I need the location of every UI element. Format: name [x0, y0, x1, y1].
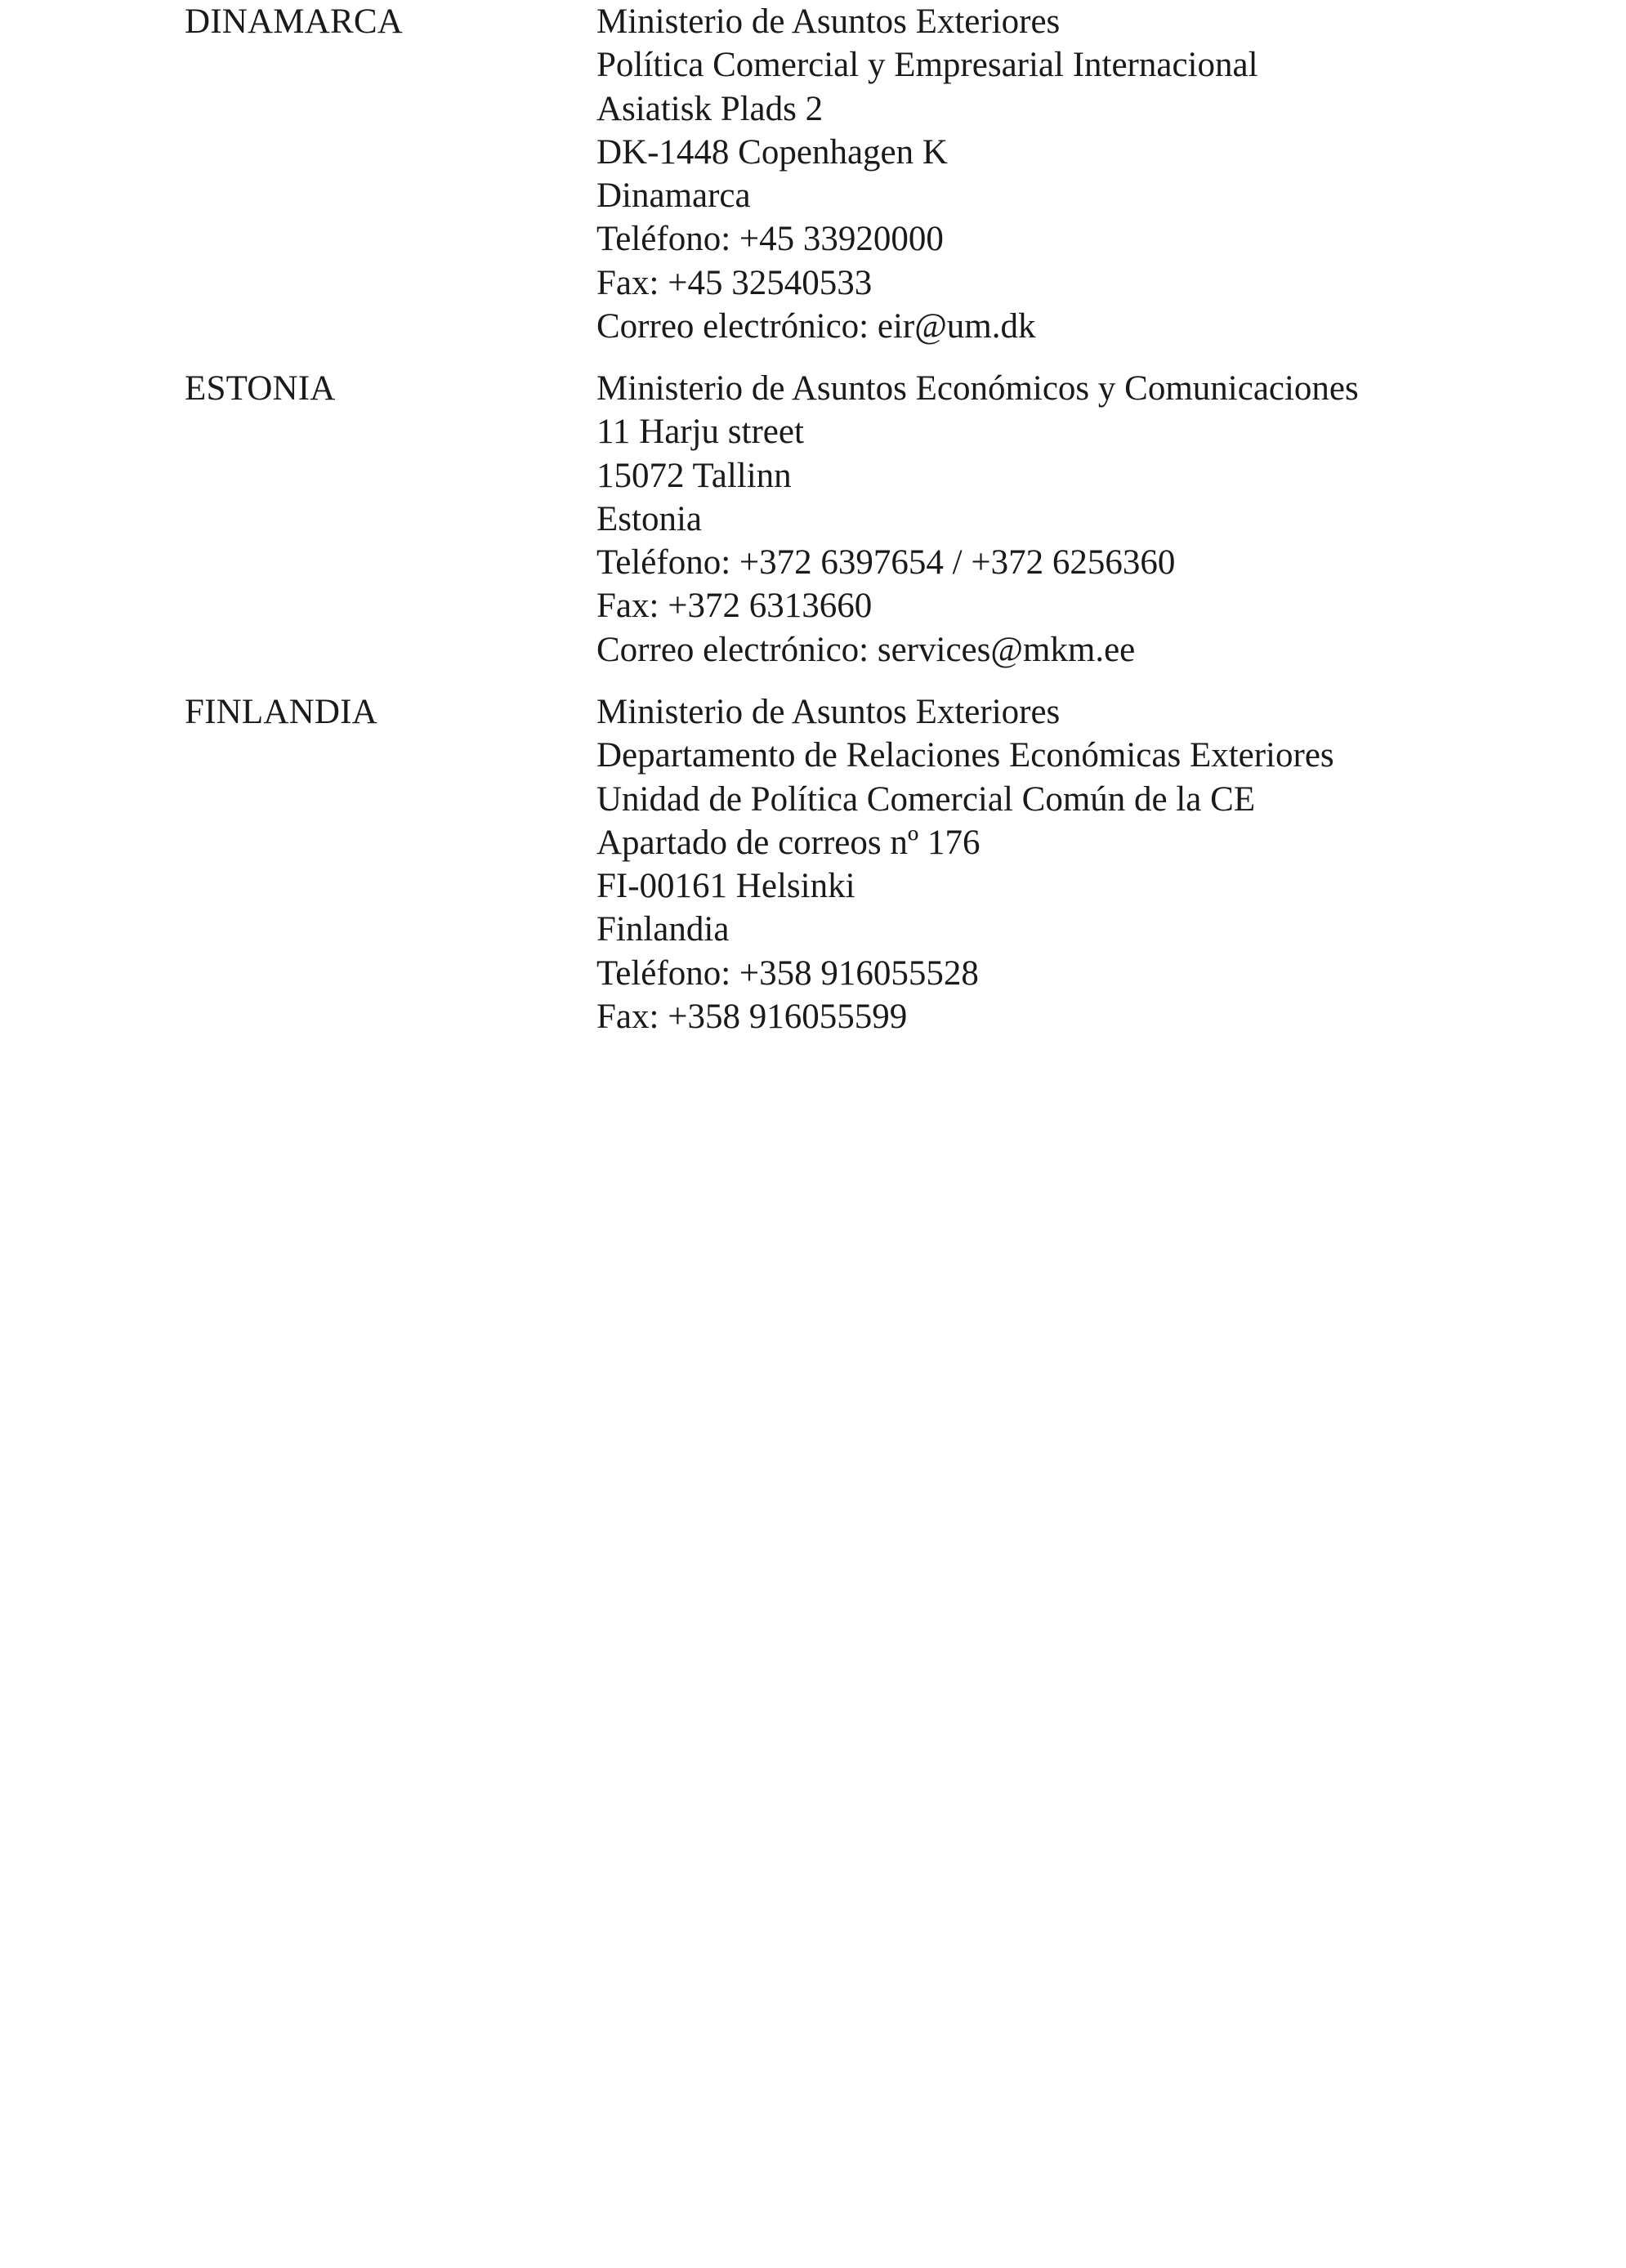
- address-block: [596, 690, 1334, 1038]
- phone-line: Teléfono: +358 916055528: [596, 953, 979, 993]
- address-block: [596, 367, 1359, 672]
- address-line: 11 Harju street: [596, 413, 804, 452]
- address-line: Apartado de correos nº 176: [596, 823, 981, 862]
- address-line: Finlandia: [596, 910, 730, 949]
- address-line: 15072 Tallinn: [596, 456, 792, 495]
- address-line: Unidad de Política Comercial Común de la CE: [596, 779, 1256, 819]
- country-name: FINLANDIA: [185, 693, 377, 731]
- email-line: Correo electrónico: eir@um.dk: [596, 307, 1036, 346]
- address-line: Ministerio de Asuntos Exteriores: [596, 2, 1061, 41]
- country-name: ESTONIA: [185, 369, 336, 408]
- email-line: Correo electrónico: services@mkm.ee: [596, 630, 1136, 669]
- address-line: DK-1448 Copenhagen K: [596, 132, 948, 172]
- phone-line: Teléfono: +45 33920000: [596, 220, 944, 259]
- address-block: [596, 0, 1258, 348]
- address-line: Asiatisk Plads 2: [596, 89, 824, 128]
- address-line: Ministerio de Asuntos Económicos y Comunicaciones: [596, 369, 1359, 408]
- fax-line: Fax: +358 916055599: [596, 998, 908, 1037]
- address-line: Estonia: [596, 499, 702, 538]
- address-line: FI-00161 Helsinki: [596, 867, 855, 906]
- country-name: DINAMARCA: [185, 2, 403, 41]
- fax-line: Fax: +45 32540533: [596, 263, 873, 302]
- address-line: Dinamarca: [596, 176, 751, 216]
- fax-line: Fax: +372 6313660: [596, 587, 873, 626]
- phone-line: Teléfono: +372 6397654 / +372 6256360: [596, 543, 1176, 583]
- address-line: Política Comercial y Empresarial Internacional: [596, 46, 1258, 85]
- address-line: Ministerio de Asuntos Exteriores: [596, 693, 1061, 731]
- address-line: Departamento de Relaciones Económicas Exteriores: [596, 736, 1334, 775]
